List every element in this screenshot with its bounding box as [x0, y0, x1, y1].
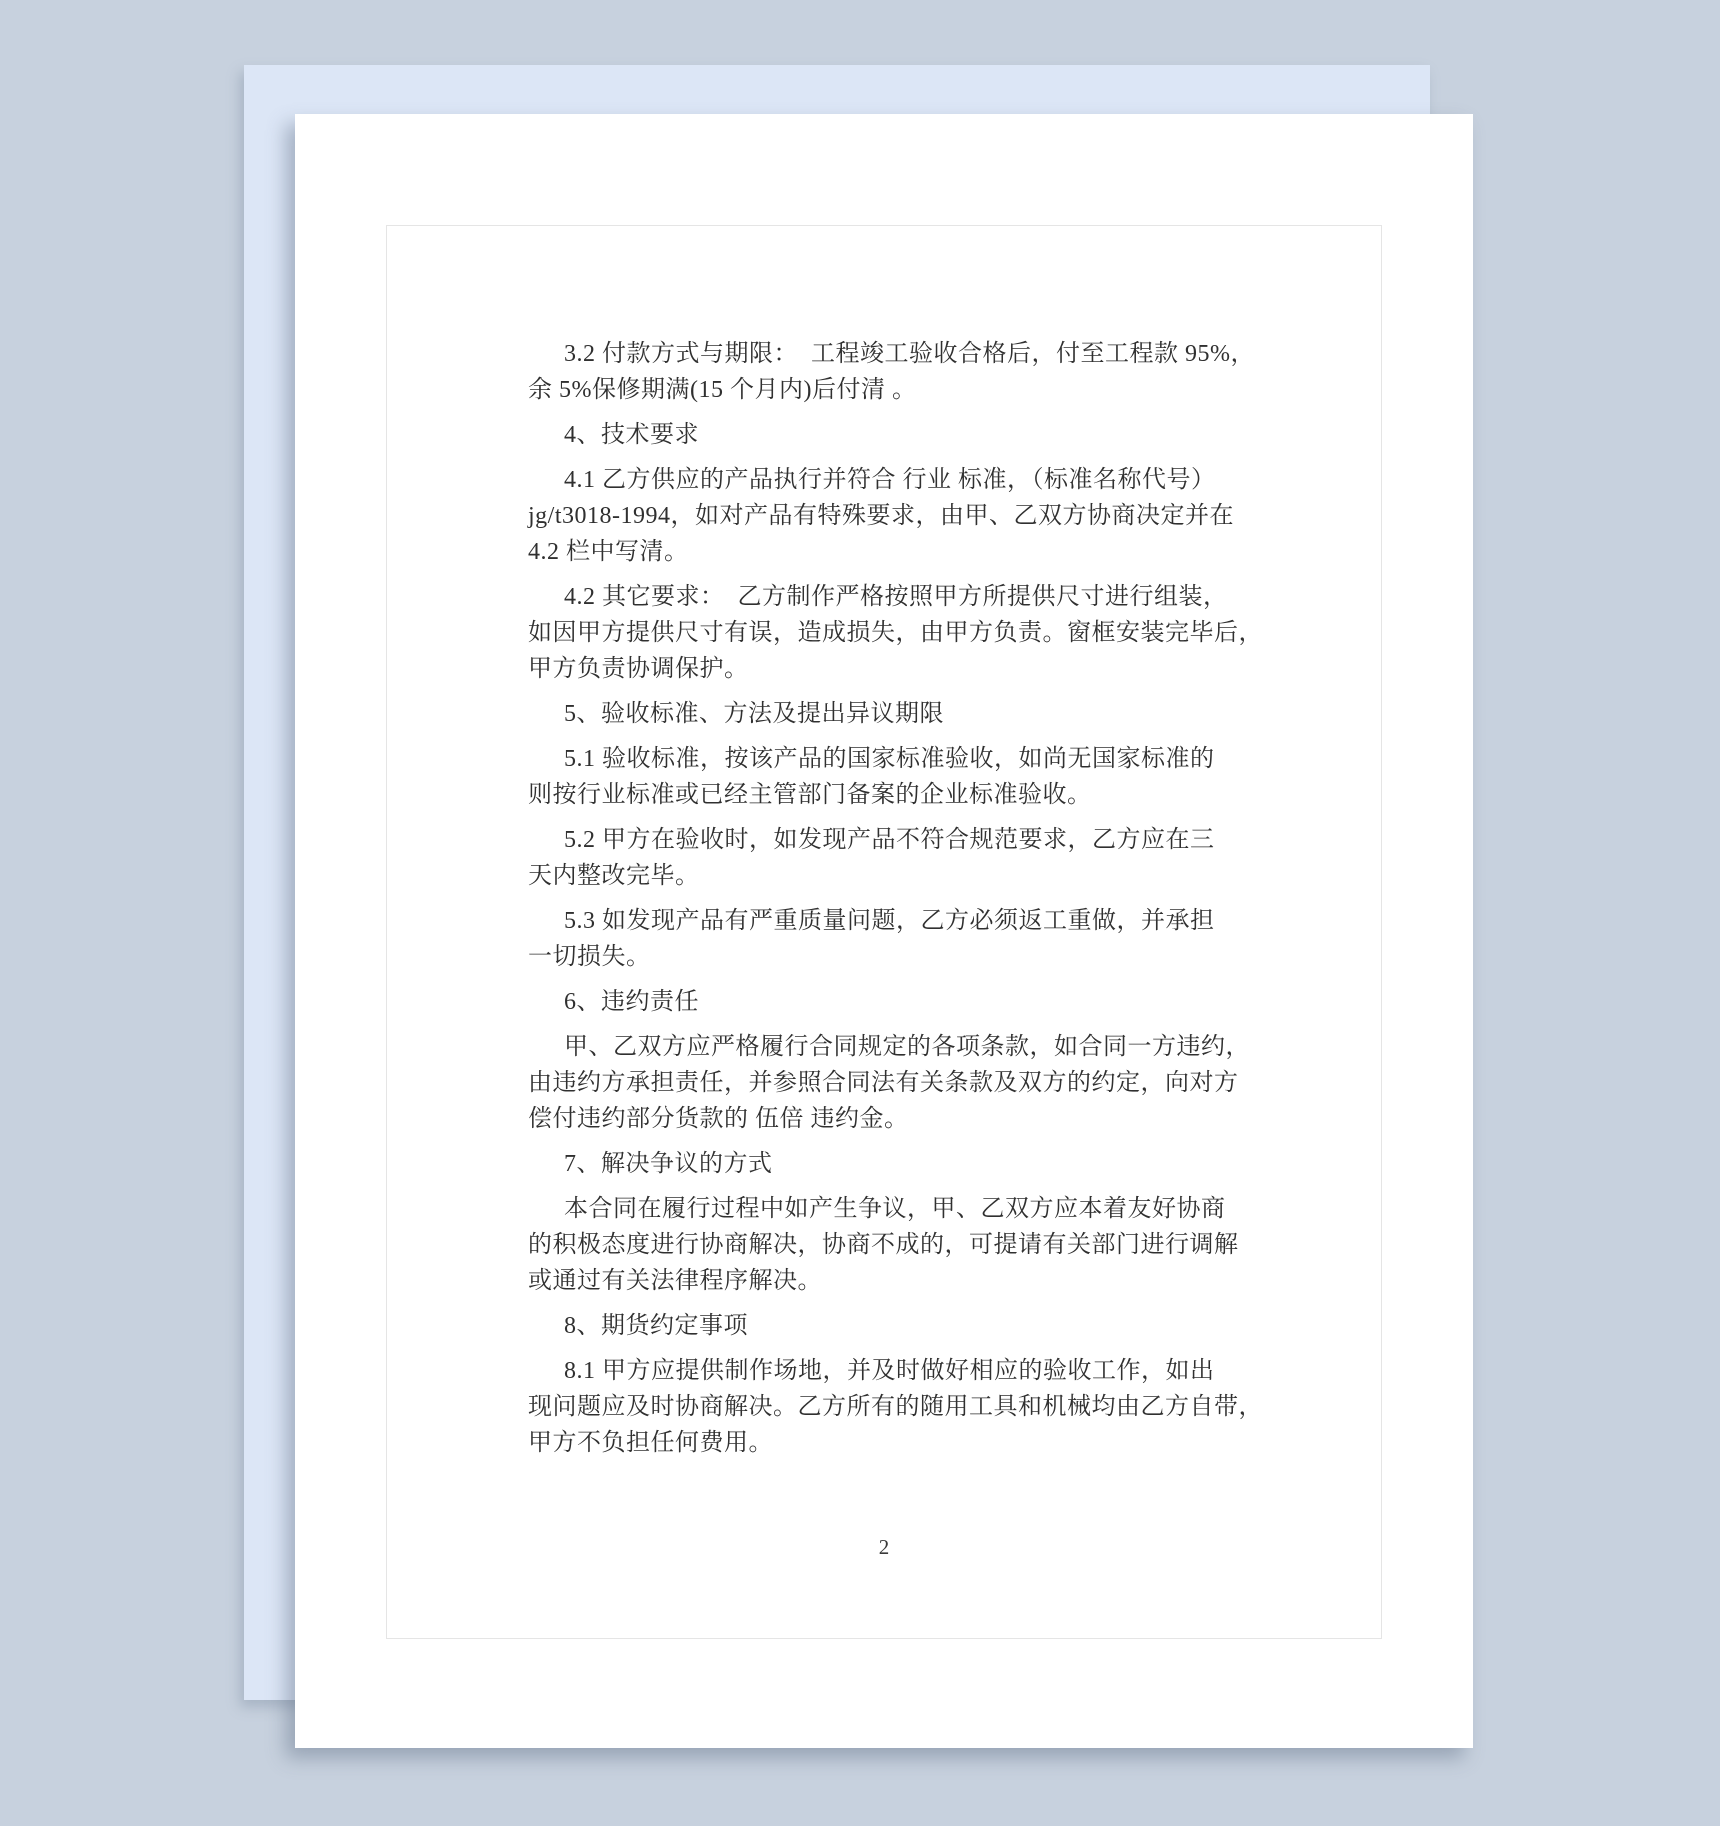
text-line: 本合同在履行过程中如产生争议，甲、乙双方应本着友好协商	[564, 1196, 1226, 1222]
text-line: 5.2 甲方在验收时，如发现产品不符合规范要求，乙方应在三	[564, 827, 1215, 853]
heading-section-4	[528, 417, 1240, 453]
heading-line: 4、技术要求	[564, 422, 699, 448]
text-line: 或通过有关法律程序解决。	[528, 1268, 822, 1294]
heading-section-5	[528, 696, 1240, 732]
text-line: 3.2 付款方式与期限： 工程竣工验收合格后，付至工程款 95%，	[564, 341, 1255, 367]
text-line: 8.1 甲方应提供制作场地，并及时做好相应的验收工作，如出	[564, 1358, 1215, 1384]
paragraph-clause-5-3	[528, 903, 1240, 975]
text-line: 由违约方承担责任，并参照合同法有关条款及双方的约定，向对方	[528, 1070, 1239, 1096]
paragraph-clause-5-1	[528, 741, 1240, 813]
text-line: 余 5%保修期满(15 个月内)后付清 。	[528, 377, 917, 403]
paragraph-clause-7-body	[528, 1191, 1240, 1299]
page-number: 2	[878, 1535, 890, 1559]
text-line: 偿付违约部分货款的 伍倍 违约金。	[528, 1106, 909, 1132]
text-line: 甲方负责协调保护。	[528, 656, 749, 682]
paragraph-clause-4-2	[528, 579, 1263, 687]
paragraph-clause-4-1	[528, 462, 1240, 570]
heading-section-8	[528, 1308, 1240, 1344]
text-line: 5.3 如发现产品有严重质量问题，乙方必须返工重做，并承担	[564, 908, 1215, 934]
text-line: 4.1 乙方供应的产品执行并符合 行业 标准，（标准名称代号）	[564, 467, 1216, 493]
heading-line: 5、验收标准、方法及提出异议期限	[564, 701, 944, 727]
paragraph-clause-3-2	[528, 336, 1255, 408]
heading-line: 8、期货约定事项	[564, 1313, 748, 1339]
heading-section-7	[528, 1146, 1240, 1182]
heading-line: 7、解决争议的方式	[564, 1151, 773, 1177]
text-line: 如因甲方提供尺寸有误，造成损失，由甲方负责。窗框安装完毕后，	[528, 620, 1263, 646]
paragraph-clause-5-2	[528, 822, 1240, 894]
paragraph-clause-8-1	[528, 1353, 1263, 1461]
text-line: 则按行业标准或已经主管部门备案的企业标准验收。	[528, 782, 1092, 808]
document-page	[295, 114, 1473, 1748]
text-line: 的积极态度进行协商解决，协商不成的，可提请有关部门进行调解	[528, 1232, 1239, 1258]
text-line: 甲方不负担任何费用。	[528, 1430, 773, 1456]
text-line: 4.2 其它要求： 乙方制作严格按照甲方所提供尺寸进行组装，	[564, 584, 1228, 610]
text-line: 5.1 验收标准，按该产品的国家标准验收，如尚无国家标准的	[564, 746, 1215, 772]
text-line: 现问题应及时协商解决。乙方所有的随用工具和机械均由乙方自带，	[528, 1394, 1263, 1420]
document-body	[528, 336, 1263, 1470]
text-line: 甲、乙双方应严格履行合同规定的各项条款，如合同一方违约，	[564, 1034, 1250, 1060]
heading-section-6	[528, 984, 1240, 1020]
paragraph-clause-6-body	[528, 1029, 1250, 1137]
text-line: 4.2 栏中写清。	[528, 539, 689, 565]
text-line: 天内整改完毕。	[528, 863, 700, 889]
text-line: 一切损失。	[528, 944, 651, 970]
heading-line: 6、违约责任	[564, 989, 699, 1015]
text-line: jg/t3018-1994，如对产品有特殊要求，由甲、乙双方协商决定并在	[528, 503, 1234, 529]
